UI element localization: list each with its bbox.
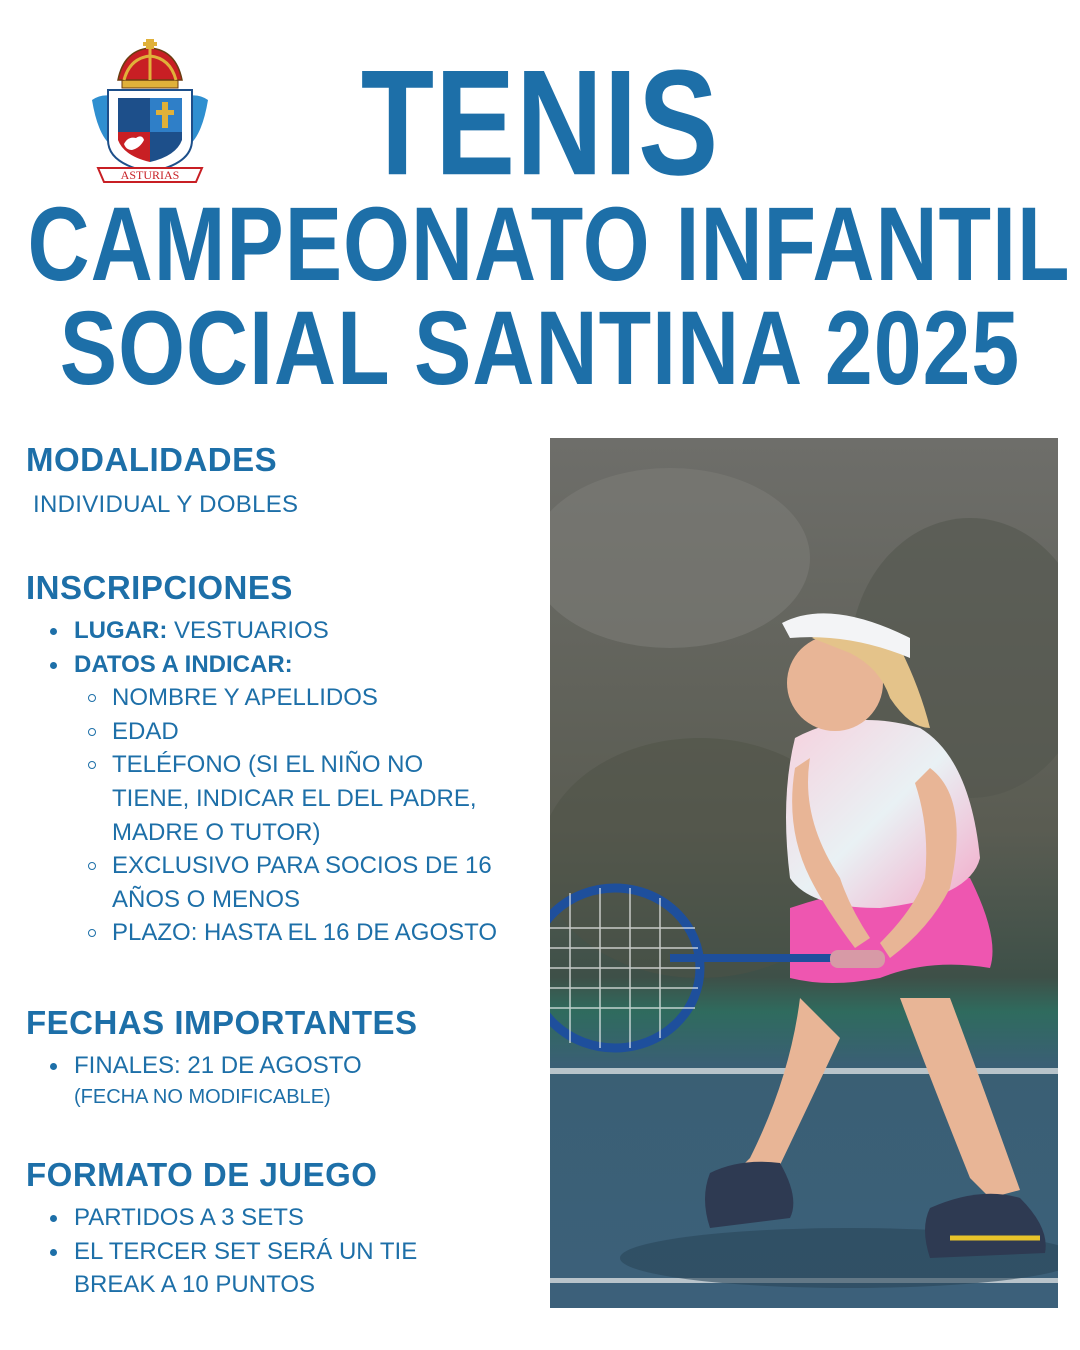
list-item: EL TERCER SET SERÁ UN TIE BREAK A 10 PUNTOS <box>26 1235 496 1302</box>
fechas-list <box>26 1049 546 1083</box>
list-item: NOMBRE Y APELLIDOS <box>26 681 546 715</box>
list-item <box>26 648 546 682</box>
section-heading: FECHAS IMPORTANTES <box>26 1004 418 1041</box>
list-item: PLAZO: HASTA EL 16 DE AGOSTO <box>26 916 546 950</box>
lugar-value: VESTUARIOS <box>167 617 329 644</box>
list-item: TELÉFONO (SI EL NIÑO NO TIENE, INDICAR EL DEL PADRE, MADRE O TUTOR) <box>26 748 546 849</box>
section-modalidades <box>26 443 546 521</box>
section-formato <box>26 1158 546 1302</box>
section-heading: INSCRIPCIONES <box>26 569 293 606</box>
list-item: PARTIDOS A 3 SETS <box>26 1201 496 1235</box>
section-heading: MODALIDADES <box>26 441 278 478</box>
main-title: TENIS <box>360 39 720 207</box>
subtitle-line-1: CAMPEONATO INFANTIL <box>27 185 1071 304</box>
lugar-label: LUGAR: <box>74 617 168 644</box>
section-fechas <box>26 1006 546 1111</box>
section-inscripciones <box>26 571 546 950</box>
list-item: FINALES: 21 DE AGOSTO <box>26 1049 546 1083</box>
datos-label: DATOS A INDICAR: <box>74 650 293 678</box>
fecha-note: (FECHA NO MODIFICABLE) <box>74 1085 331 1108</box>
datos-sublist <box>26 681 546 950</box>
svg-text:ASTURIAS: ASTURIAS <box>120 168 180 182</box>
inscripciones-list <box>26 614 546 681</box>
subtitle-line-2: SOCIAL SANTINA 2025 <box>59 289 1021 408</box>
girl-playing-tennis-photo <box>550 438 1058 1308</box>
modalidades-text: INDIVIDUAL Y DOBLES <box>33 491 299 518</box>
list-item <box>26 614 546 648</box>
list-item: EXCLUSIVO PARA SOCIOS DE 16 AÑOS O MENOS <box>26 849 546 916</box>
formato-list <box>26 1201 496 1302</box>
list-item: EDAD <box>26 715 546 749</box>
section-heading: FORMATO DE JUEGO <box>26 1156 378 1193</box>
